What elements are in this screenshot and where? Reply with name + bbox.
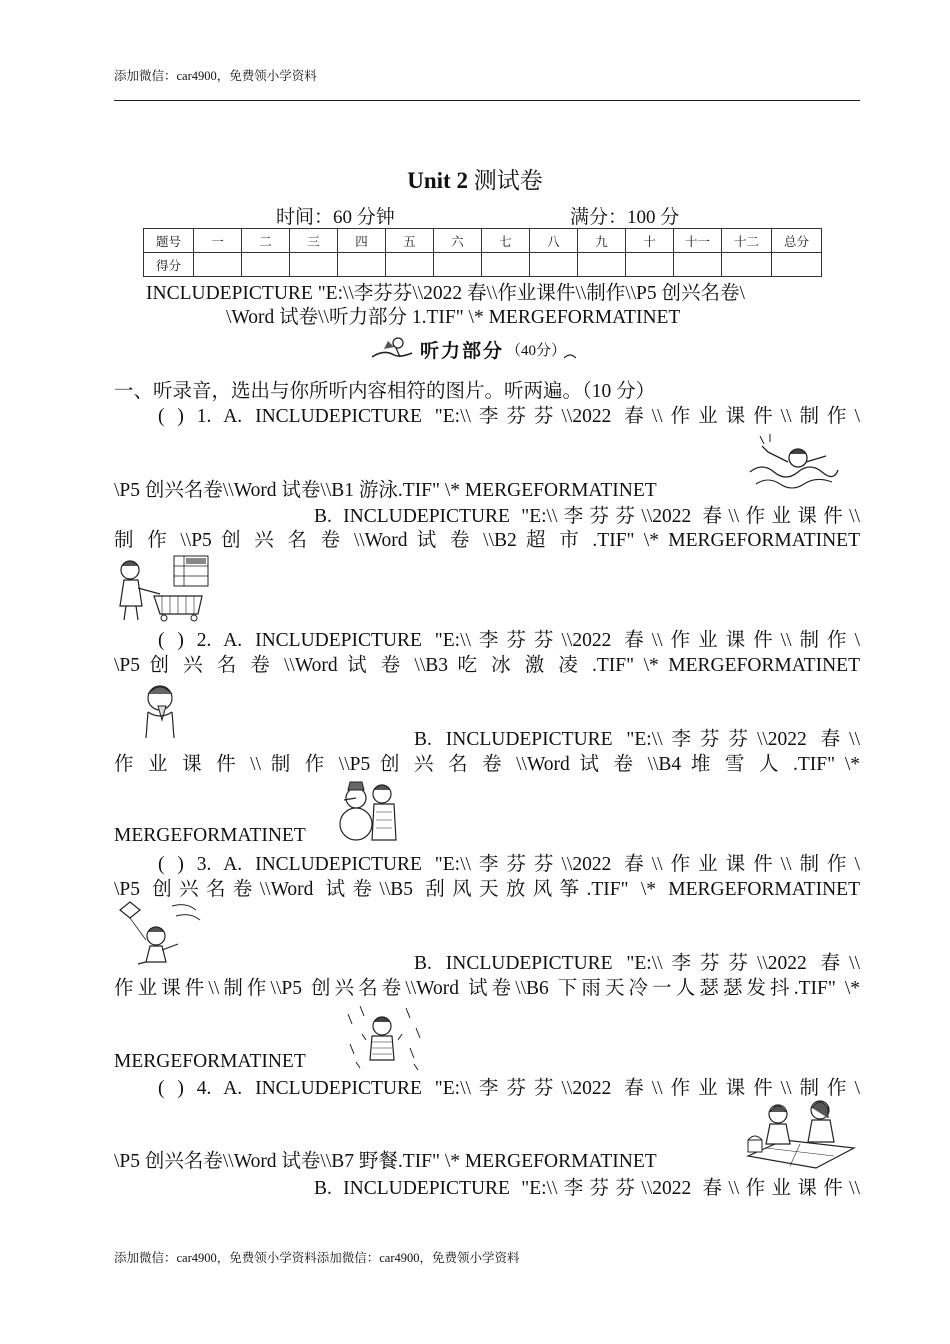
- score-input-cell[interactable]: [722, 253, 772, 277]
- score-cell: 四: [338, 229, 386, 253]
- rain-cold-picture: [344, 1004, 424, 1070]
- section-heading: 一、听录音，选出与你所听内容相符的图片。听两遍。（10 分）: [114, 381, 656, 402]
- question-3-option-b: B. INCLUDEPICTURE "E:\\李芬芬\\2022 春\\: [414, 953, 860, 974]
- kite-picture: [116, 900, 206, 968]
- question-1-option-b: B. INCLUDEPICTURE "E:\\李芬芬\\2022 春\\作业课件\\: [314, 506, 860, 527]
- supermarket-picture: [114, 554, 210, 622]
- snowman-picture: [334, 778, 404, 844]
- score-cell: 三: [290, 229, 338, 253]
- question-4-option-a-cont: \P5 创兴名卷\\Word 试卷\\B7 野餐.TIF" \* MERGEFORMATINET: [114, 1151, 657, 1172]
- ice-cream-picture: [140, 680, 184, 742]
- question-3-option-a: ( ) 3. A. INCLUDEPICTURE "E:\\李芬芬\\2022 春\\作业课件\\制作\: [158, 854, 860, 875]
- score-row-label: 得分: [144, 253, 194, 277]
- question-4-option-a: ( ) 4. A. INCLUDEPICTURE "E:\\李芬芬\\2022 春\\作业课件\\制作\: [158, 1078, 860, 1099]
- score-input-cell[interactable]: [530, 253, 578, 277]
- score-input-cell[interactable]: [242, 253, 290, 277]
- score-cell: 九: [578, 229, 626, 253]
- score-cell: 五: [386, 229, 434, 253]
- score-input-cell[interactable]: [434, 253, 482, 277]
- question-3-option-a-cont: \P5 创兴名卷\\Word 试卷\\B5 刮风天放风筝.TIF" \* MERGEFORMATINET: [114, 879, 860, 900]
- score-input-cell[interactable]: [626, 253, 674, 277]
- question-1-option-a-cont: \P5 创兴名卷\\Word 试卷\\B1 游泳.TIF" \* MERGEFORMATINET: [114, 480, 657, 501]
- score-input-cell[interactable]: [482, 253, 530, 277]
- header-rule: [114, 100, 860, 101]
- score-table-header-row: [144, 229, 822, 253]
- include-field-line: \Word 试卷\\听力部分 1.TIF" \* MERGEFORMATINET: [226, 307, 681, 328]
- score-cell: 七: [482, 229, 530, 253]
- page-title: Unit 2 测试卷: [407, 168, 543, 193]
- question-1-option-b-cont: 制 作 \\P5 创 兴 名 卷 \\Word 试 卷 \\B2 超 市 .TIF" \* MERGEFORMATINET: [114, 530, 860, 551]
- fairy-icon: [370, 335, 414, 363]
- score-input-cell[interactable]: [338, 253, 386, 277]
- question-2-option-b-cont: MERGEFORMATINET: [114, 825, 306, 846]
- question-2-option-a-cont: \P5 创 兴 名 卷 \\Word 试 卷 \\B3 吃 冰 激 凌 .TIF" \* MERGEFORMATINET: [114, 655, 860, 676]
- question-3-option-b-cont: 作业课件\\制作\\P5 创兴名卷\\Word 试卷\\B6 下雨天冷一人瑟瑟发抖.TIF" \*: [114, 978, 860, 999]
- banner-score: （40分）: [506, 342, 567, 359]
- score-cell: 十一: [674, 229, 722, 253]
- score-table: [143, 228, 822, 277]
- score-input-cell[interactable]: [290, 253, 338, 277]
- score-cell: 总分: [772, 229, 822, 253]
- question-2-option-a: ( ) 2. A. INCLUDEPICTURE "E:\\李芬芬\\2022 春\\作业课件\\制作\: [158, 630, 860, 651]
- picnic-picture: [744, 1100, 858, 1172]
- score-cell: 二: [242, 229, 290, 253]
- score-cell: 一: [194, 229, 242, 253]
- score-input-cell[interactable]: [578, 253, 626, 277]
- swimming-picture: [746, 432, 840, 496]
- score-table-score-row: [144, 253, 822, 277]
- score-cell: 八: [530, 229, 578, 253]
- score-cell: 六: [434, 229, 482, 253]
- question-4-option-b: B. INCLUDEPICTURE "E:\\李芬芬\\2022 春\\作业课件\\: [314, 1178, 860, 1199]
- score-cell: 十: [626, 229, 674, 253]
- header-watermark: 添加微信：car4900，免费领小学资料: [114, 69, 317, 83]
- exam-time: 时间：60 分钟: [276, 207, 395, 228]
- listening-banner: [370, 335, 576, 363]
- score-input-cell[interactable]: [386, 253, 434, 277]
- score-input-cell[interactable]: [194, 253, 242, 277]
- question-1-option-a: ( ) 1. A. INCLUDEPICTURE "E:\\李芬芬\\2022 春\\作业课件\\制作\: [158, 406, 860, 427]
- score-cell: 题号: [144, 229, 194, 253]
- footer-watermark: 添加微信：car4900，免费领小学资料添加微信：car4900，免费领小学资料: [114, 1251, 520, 1265]
- question-2-option-b-cont: 作 业 课 件 \\ 制 作 \\P5 创 兴 名 卷 \\Word 试 卷 \\B4 堆 雪 人 .TIF" \*: [114, 754, 860, 775]
- score-input-cell[interactable]: [772, 253, 822, 277]
- question-2-option-b: B. INCLUDEPICTURE "E:\\李芬芬\\2022 春\\: [414, 729, 860, 750]
- question-3-option-b-cont: MERGEFORMATINET: [114, 1051, 306, 1072]
- score-cell: 十二: [722, 229, 772, 253]
- include-field-line: INCLUDEPICTURE "E:\\李芬芬\\2022 春\\作业课件\\制作\\P5 创兴名卷\: [146, 283, 745, 304]
- banner-title: 听力部分: [420, 339, 505, 362]
- score-input-cell[interactable]: [674, 253, 722, 277]
- banner-swoosh: [564, 352, 576, 360]
- full-score: 满分：100 分: [570, 207, 680, 228]
